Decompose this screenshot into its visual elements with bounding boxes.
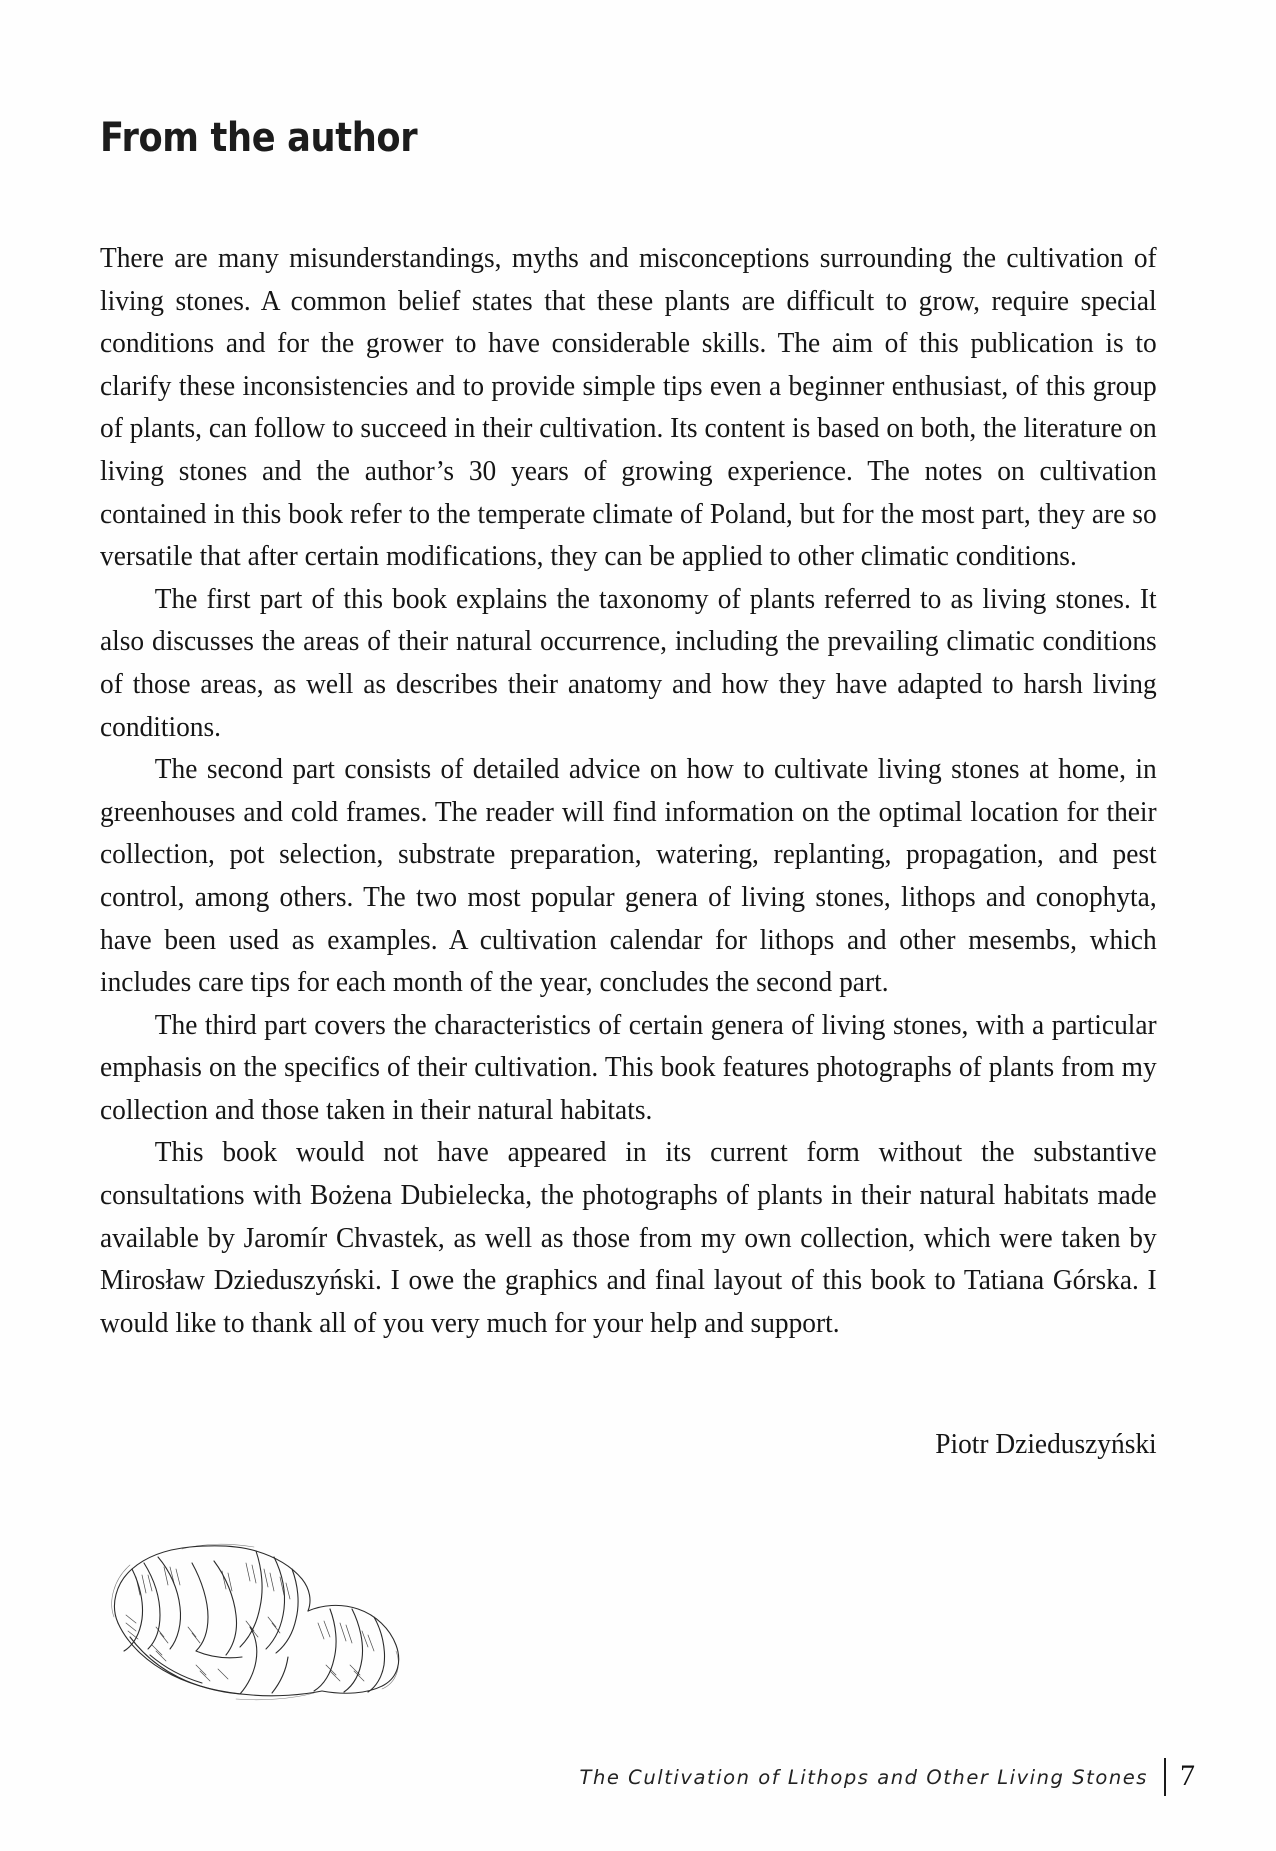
- lithops-pencil-sketch-icon: [96, 1505, 466, 1705]
- author-signature: Piotr Dzieduszyński: [935, 1429, 1157, 1460]
- paragraph-acknowledgements: This book would not have appeared in its current form without the substantive consultations with Bożena Dubielecka, the photographs of plants in their natural habitats made available by Jaromír Chvastek, as well as those from my own collection, which were taken by Mirosław Dzieduszyński. I owe the graphics and final layout of this book to Tatiana Górska. I would like to thank all of you very much for your help and support.: [100, 1137, 1157, 1339]
- paragraph-second-part: The second part consists of detailed advice on how to cultivate living stones at home, in greenhouses and cold frames. The reader will find information on the optimal location for their collection, pot selection, substrate preparation, watering, replanting, propagation, and pest control, among others. The two most popular genera of living stones, lithops and conophyta, have been used as examples. A cultivation calendar for lithops and other mesembs, which includes care tips for each month of the year, concludes the second part.: [100, 754, 1157, 999]
- page-title: From the author: [100, 114, 418, 161]
- paragraph-first-part: The first part of this book explains the taxonomy of plants referred to as living stones. It also discusses the areas of their natural occurrence, including the prevailing climatic conditions of those areas, as well as describes their anatomy and how they have adapted to harsh living conditions.: [100, 583, 1157, 743]
- paragraph-third-part: The third part covers the characteristics of certain genera of living stones, with a particular emphasis on the specifics of their cultivation. This book features photographs of plants from my collection and those taken in their natural habitats.: [100, 1009, 1157, 1126]
- footer-page-number: 7: [1180, 1759, 1195, 1792]
- paragraph-intro: There are many misunderstandings, myths and misconceptions surrounding the cultivation of living stones. A common belief states that these plants are difficult to grow, require special conditions and for the grower to have considerable skills. The aim of this publication is to clarify these inconsistencies and to provide simple tips even a beginner enthusiast, of this group of plants, can follow to succeed in their cultivation. Its content is based on both, the literature on living stones and the author’s 30 years of growing experience. The notes on cultivation contained in this book refer to the temperate climate of Poland, but for the most part, they are so versatile that after certain modifications, they can be applied to other climatic conditions.: [100, 243, 1157, 573]
- footer-book-title: The Cultivation of Lithops and Other Living Stones: [579, 1765, 1148, 1789]
- page-footer: [100, 1758, 1195, 1796]
- footer-divider: [1164, 1758, 1166, 1796]
- body-text-column: [100, 238, 1157, 1345]
